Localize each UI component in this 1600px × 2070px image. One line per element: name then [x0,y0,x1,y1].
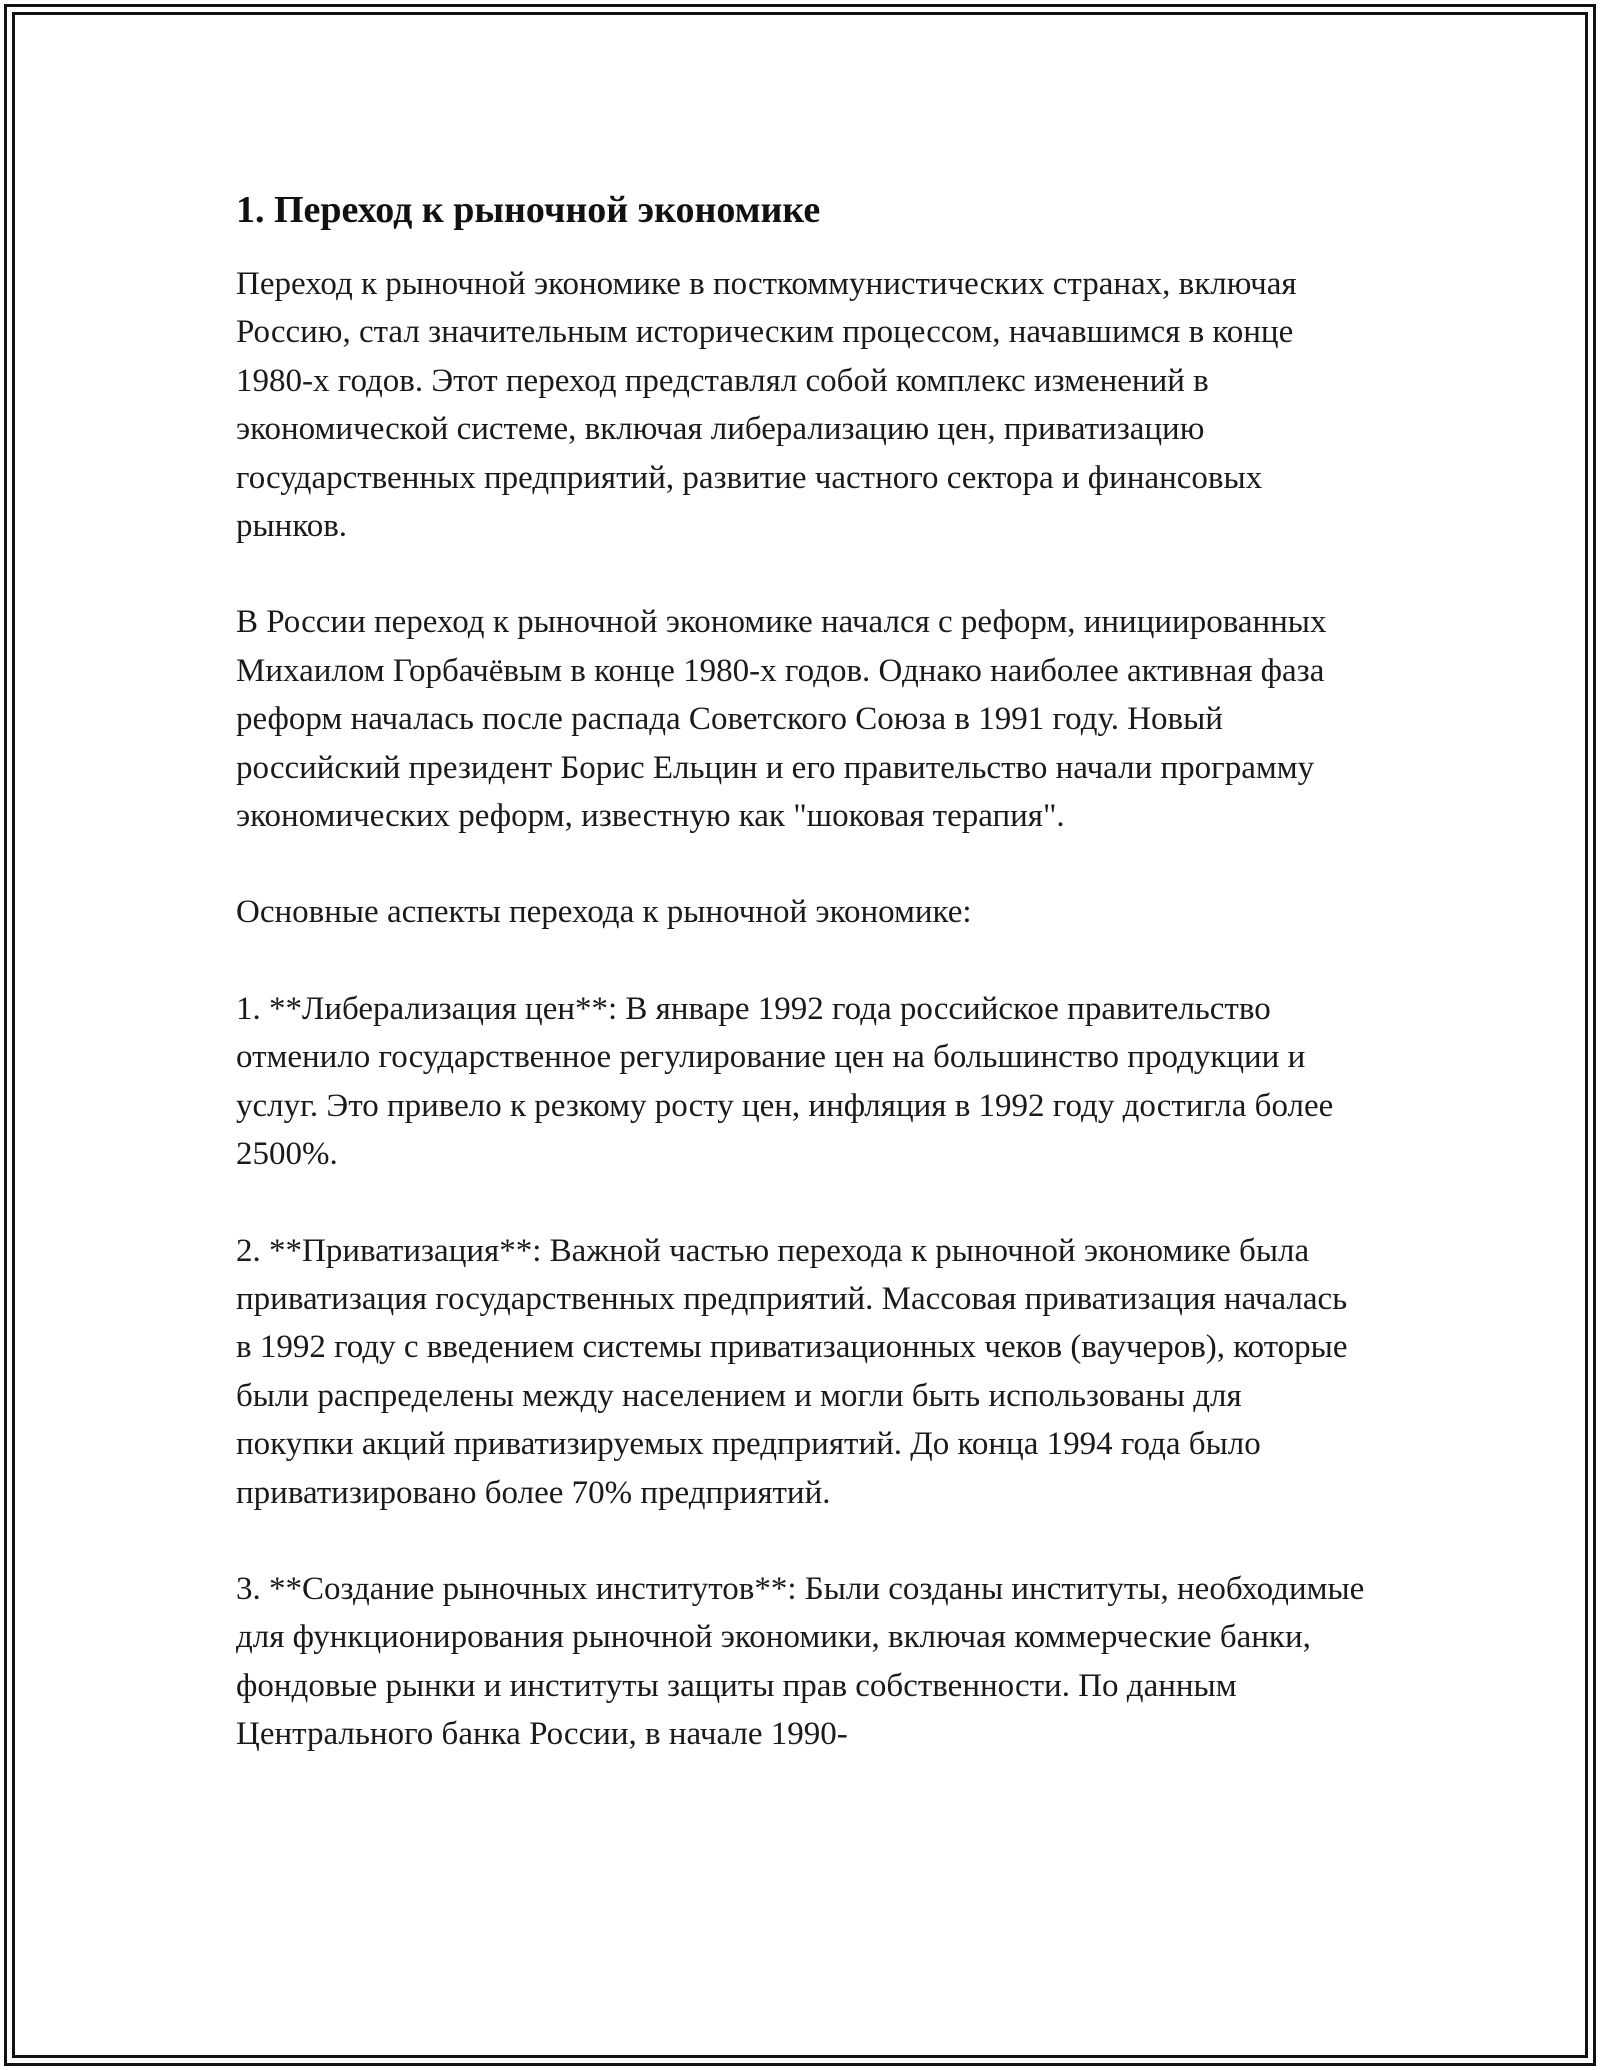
paragraph-russia-reforms: В России переход к рыночной экономике начался с реформ, инициированных Михаилом Горбачёвым в конце 1980-х годов. Однако наиболее активная фаза реформ началась после распада Советского Союза в 1991 году. Новый российский президент Борис Ельцин и его правительство начали программу экономических реформ, известную как "шоковая терапия". [236,604,1327,835]
paragraph-main-aspects: Основные аспекты перехода к рыночной экономике: [236,894,972,931]
paragraph-intro: Переход к рыночной экономике в посткоммунистических странах, включая Россию, стал значительным историческим процессом, начавшимся в конце 1980-х годов. Этот переход представлял собой комплекс изменений в экономической системе, включая либерализацию цен, приватизацию государственных предприятий, развитие частного сектора и финансовых рынков. [236,266,1297,545]
paragraph-market-institutions: 3. **Создание рыночных институтов**: Были созданы институты, необходимые для функционирования рыночной экономики, включая коммерческие банки, фондовые рынки и институты защиты прав собственности. По данным Центрального банка России, в начале 1990- [236,1570,1365,1753]
section-heading: 1. Переход к рыночной экономике [236,189,821,231]
document-body [236,186,1366,1807]
paragraph-price-liberalization: 1. **Либерализация цен**: В январе 1992 года российское правительство отменило государственное регулирование цен на большинство продукции и услуг. Это привело к резкому росту цен, инфляция в 1992 году достигла более 2500%. [236,990,1334,1173]
paragraph-privatization: 2. **Приватизация**: Важной частью перехода к рыночной экономике была приватизация государственных предприятий. Массовая приватизация началась в 1992 году с введением системы приватизационных чеков (ваучеров), которые были распределены между населением и могли быть использованы для покупки акций приватизируемых предприятий. До конца 1994 года было приватизировано более 70% предприятий. [236,1232,1348,1511]
